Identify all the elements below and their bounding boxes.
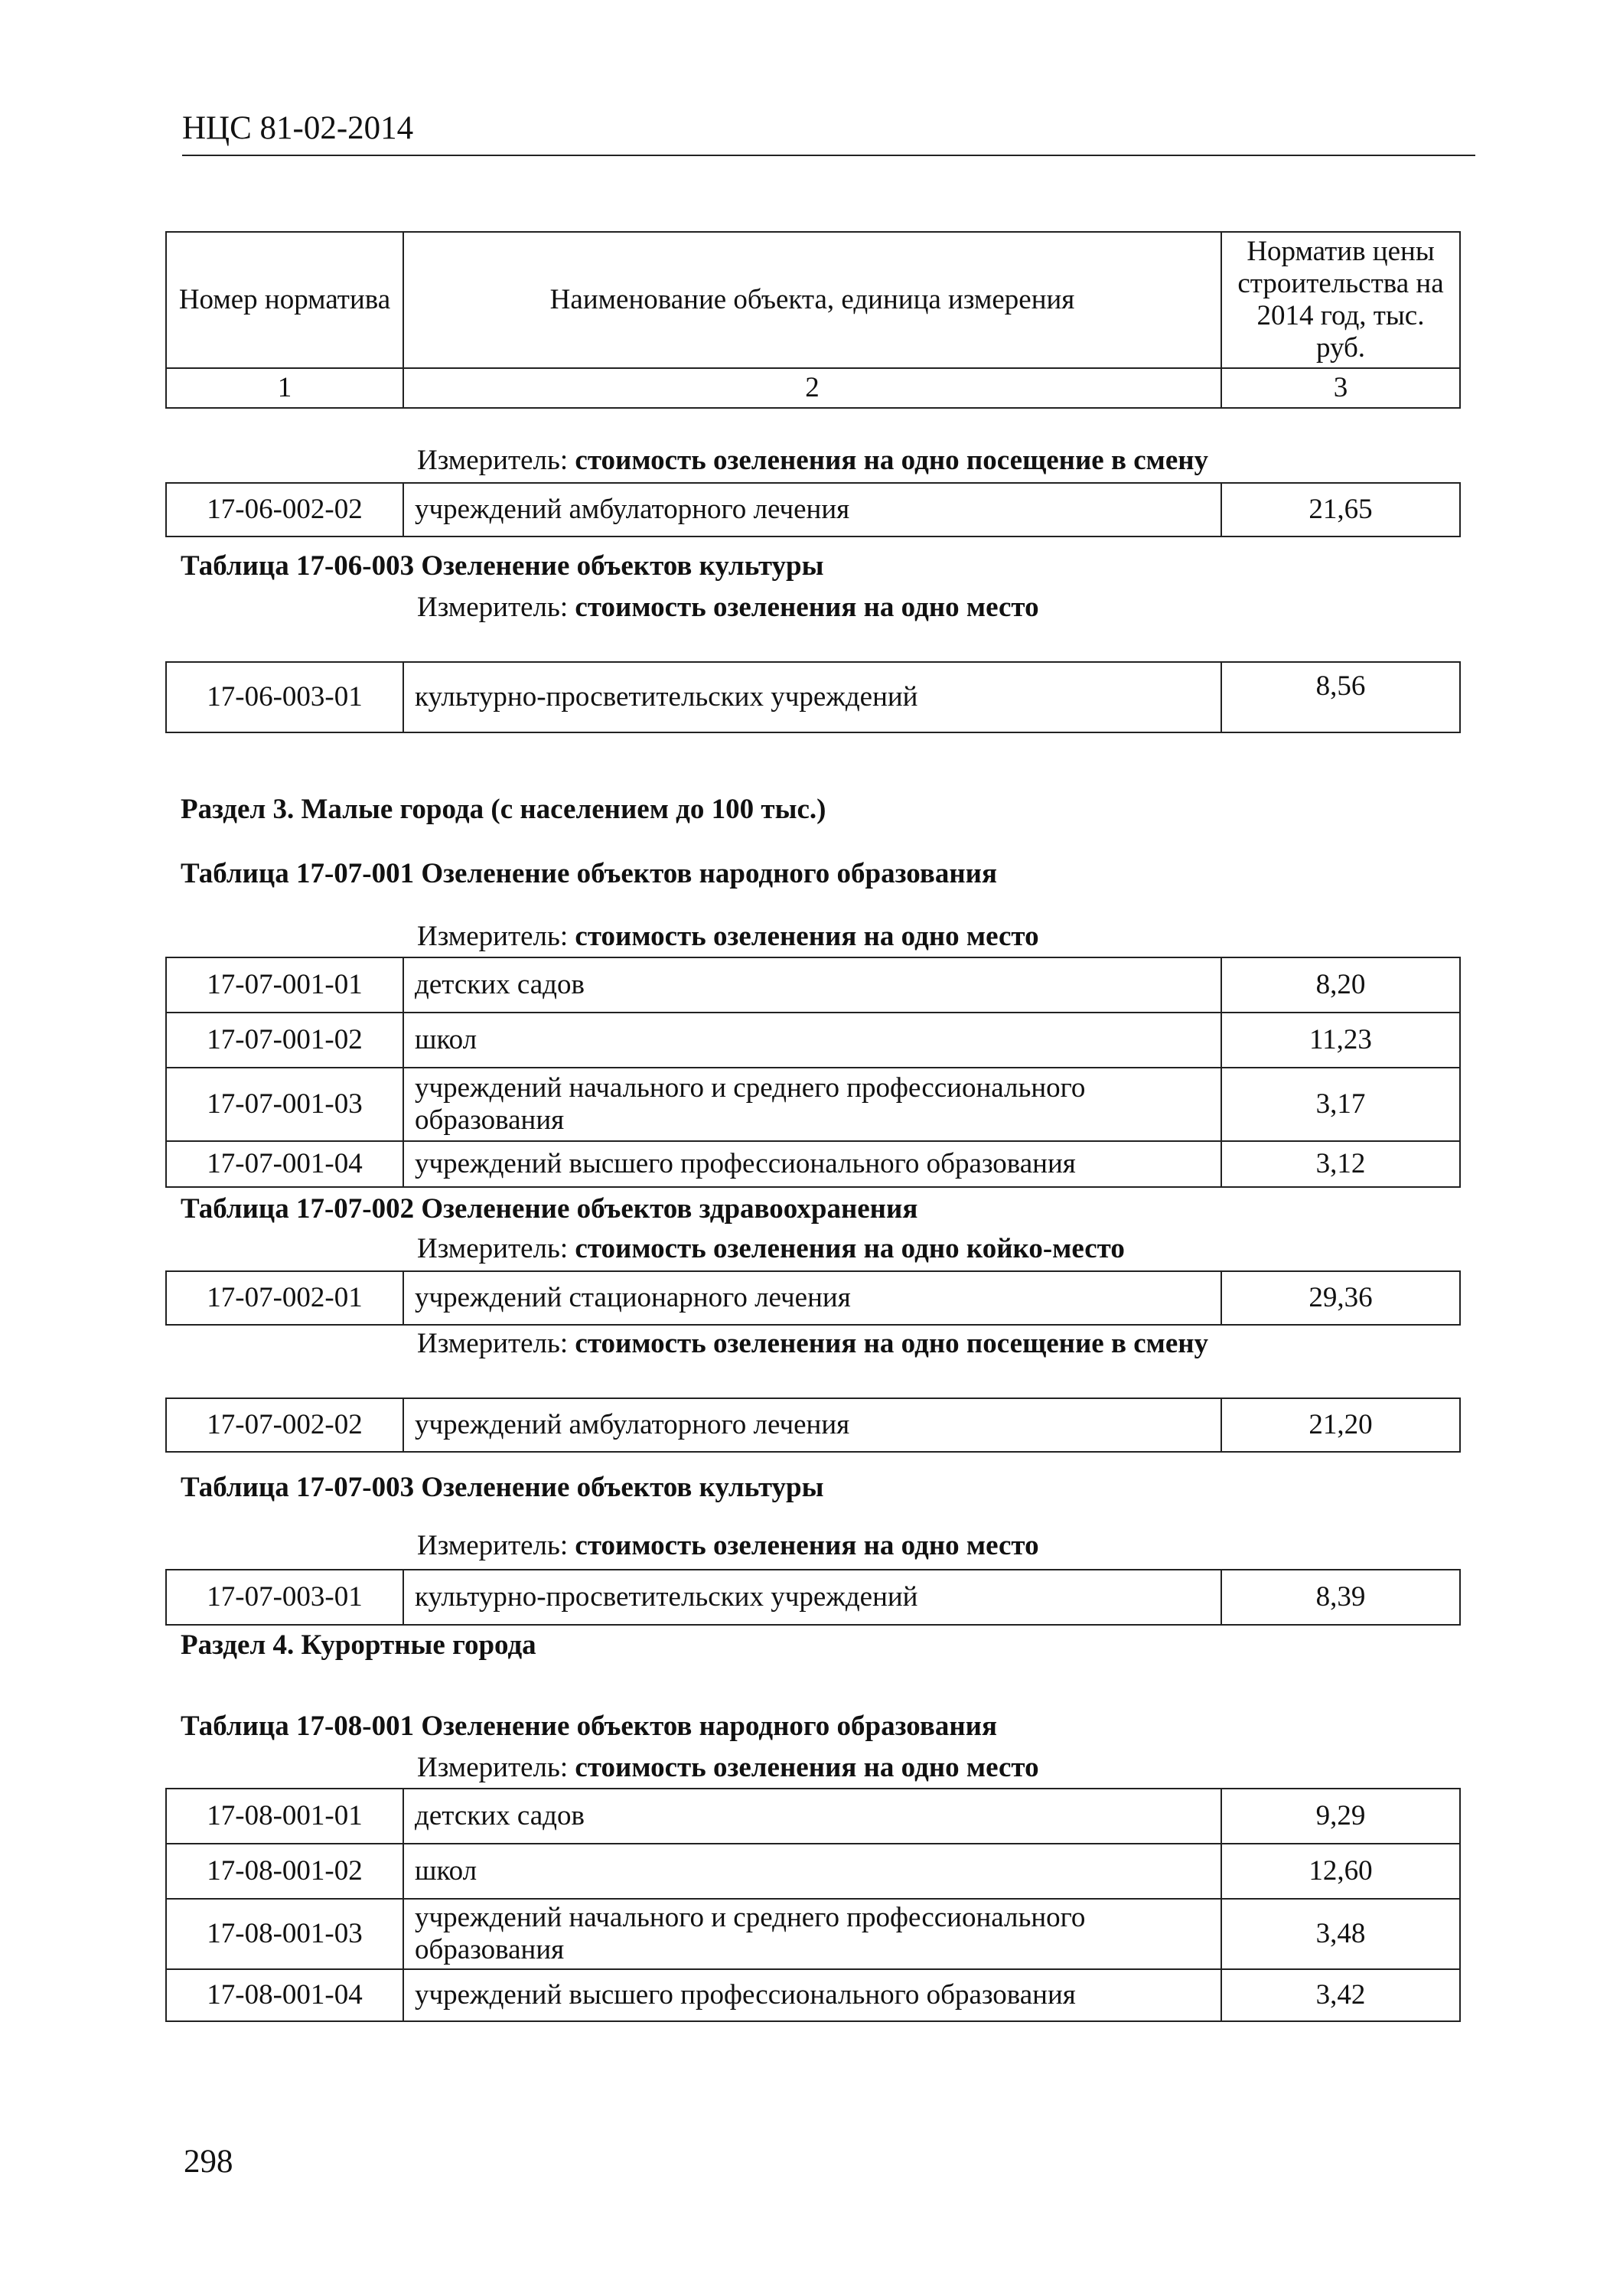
norm-table (165, 1270, 1461, 1326)
norm-table (165, 661, 1461, 733)
norm-table (165, 1569, 1461, 1626)
table-title: Таблица 17-08-001 Озеленение объектов народного образования (181, 1711, 998, 1742)
section-title: Раздел 3. Малые города (с населением до 100 тыс.) (181, 794, 826, 825)
table-row: 17-06-003-01 культурно-просветительских учреждений 8,56 (166, 662, 1460, 732)
table-row: 17-07-001-01 детских садов 8,20 (166, 957, 1460, 1013)
table-title: Таблица 17-06-003 Озеленение объектов культуры (181, 550, 824, 582)
header-code: Номер норматива (166, 232, 403, 368)
table-title: Таблица 17-07-001 Озеленение объектов народного образования (181, 858, 998, 889)
table-row: 17-07-001-02 школ 11,23 (166, 1013, 1460, 1068)
header-num-3: 3 (1221, 368, 1460, 408)
table-row: 17-07-001-04 учреждений высшего профессионального образования 3,12 (166, 1141, 1460, 1187)
table-row: 17-08-001-01 детских садов 9,29 (166, 1789, 1460, 1844)
column-header-table (165, 231, 1461, 409)
document-header (182, 107, 1475, 156)
measure-line: Измеритель: стоимость озеленения на одно место (417, 921, 1039, 952)
measure-line: Измеритель: стоимость озеленения на одно койко-место (417, 1233, 1125, 1264)
norm-table (165, 1788, 1461, 2022)
table-row: 17-08-001-04 учреждений высшего профессионального образования 3,42 (166, 1969, 1460, 2021)
table-title: Таблица 17-07-003 Озеленение объектов культуры (181, 1472, 824, 1503)
measure-line: Измеритель: стоимость озеленения на одно место (417, 1530, 1039, 1561)
table-title: Таблица 17-07-002 Озеленение объектов здравоохранения (181, 1193, 918, 1225)
table-row: 17-08-001-02 школ 12,60 (166, 1844, 1460, 1899)
document-title: НЦС 81-02-2014 (182, 110, 414, 146)
measure-line: Измеритель: стоимость озеленения на одно посещение в смену (417, 1328, 1209, 1359)
table-row: 17-07-002-02 учреждений амбулаторного лечения 21,20 (166, 1398, 1460, 1452)
table-row: 17-07-001-03 учреждений начального и среднего профессионального образования 3,17 (166, 1068, 1460, 1141)
table-row: 17-07-002-01 учреждений стационарного лечения 29,36 (166, 1271, 1460, 1325)
section-title: Раздел 4. Курортные города (181, 1629, 536, 1661)
header-num-1: 1 (166, 368, 403, 408)
table-row: 17-07-003-01 культурно-просветительских учреждений 8,39 (166, 1570, 1460, 1625)
header-name: Наименование объекта, единица измерения (403, 232, 1221, 368)
header-price: Норматив цены строительства на 2014 год, тыс. руб. (1221, 232, 1460, 368)
norm-table (165, 482, 1461, 537)
measure-line: Измеритель: стоимость озеленения на одно посещение в смену (417, 445, 1209, 476)
norm-table (165, 957, 1461, 1188)
measure-line: Измеритель: стоимость озеленения на одно место (417, 592, 1039, 623)
table-row: 17-06-002-02 учреждений амбулаторного лечения 21,65 (166, 483, 1460, 536)
measure-line: Измеритель: стоимость озеленения на одно место (417, 1752, 1039, 1783)
norm-table (165, 1397, 1461, 1453)
page-number: 298 (184, 2144, 233, 2180)
header-num-2: 2 (403, 368, 1221, 408)
table-row: 17-08-001-03 учреждений начального и среднего профессионального образования 3,48 (166, 1899, 1460, 1969)
